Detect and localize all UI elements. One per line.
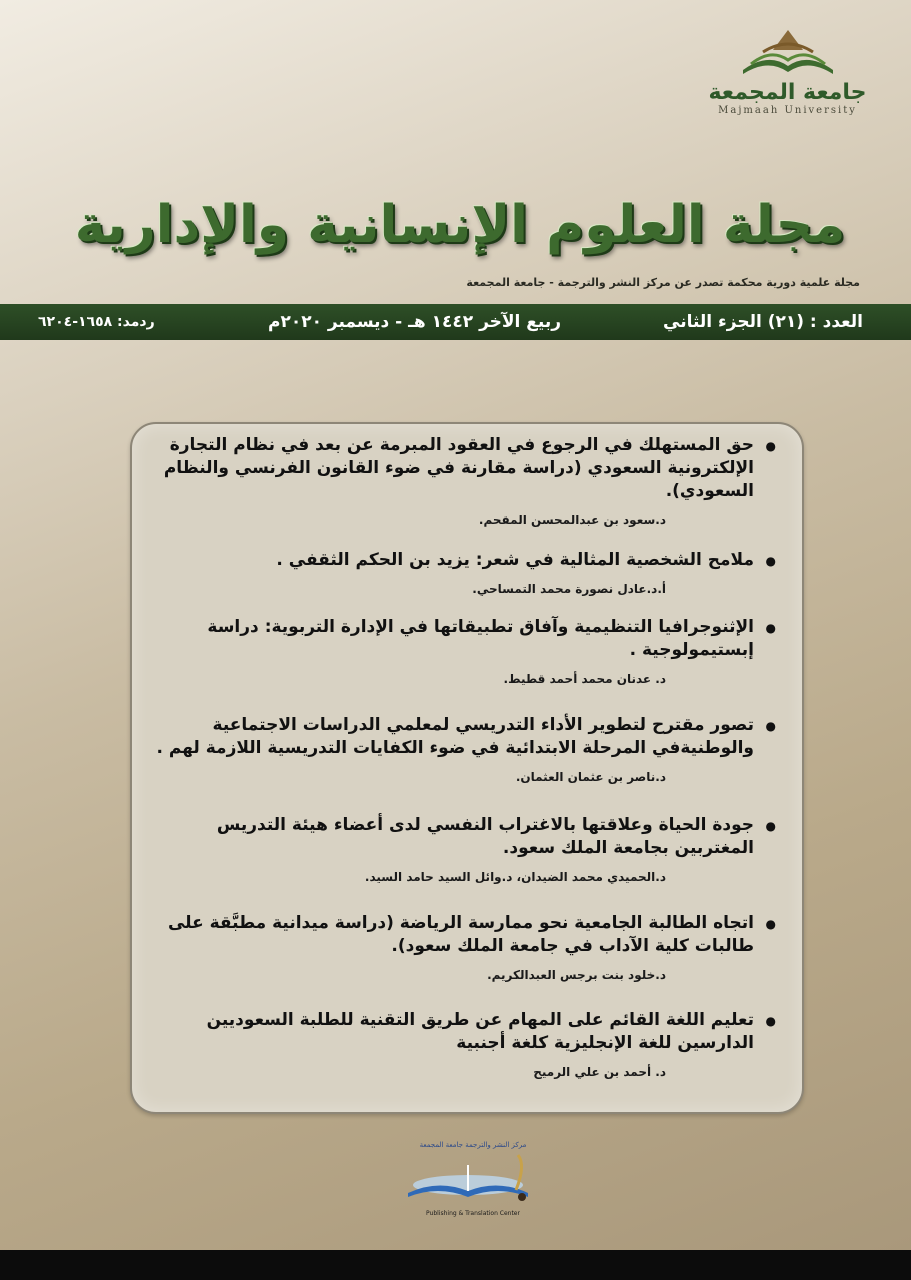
university-logo: [700, 22, 875, 122]
book-emblem-icon: [733, 22, 843, 82]
article-entry: [146, 434, 776, 527]
article-entry: [146, 1009, 776, 1079]
journal-subtitle: مجلة علمية دورية محكمة تصدر عن مركز النشر والترجمة - جامعة المجمعة: [466, 276, 860, 289]
article-author: د. عدنان محمد أحمد قطيط.: [503, 672, 666, 686]
article-author: د. أحمد بن علي الرميح: [533, 1065, 666, 1079]
article-entry: [146, 616, 776, 686]
article-title: ● اتجاه الطالبة الجامعية نحو ممارسة الرياضة (دراسة ميدانية مطبَّقة على طالبات كلية الآداب في جامعة الملك سعود).: [146, 912, 776, 958]
journal-title: مجلة العلوم الإنسانية والإدارية: [74, 195, 846, 255]
article-author: أ.د.عادل نصورة محمد التمساحي.: [472, 582, 666, 596]
university-name-arabic: جامعة المجمعة: [708, 80, 867, 105]
article-entry: [146, 912, 776, 982]
article-entry: [146, 814, 776, 884]
article-entry: [146, 549, 776, 596]
article-author: د.الحميدي محمد الضيدان، د.وائل السيد حامد السيد.: [364, 870, 666, 884]
issue-date: ربيع الآخر ١٤٤٢ هـ - ديسمبر ٢٠٢٠م: [268, 312, 562, 332]
issn: ردمد: ١٦٥٨-٦٢٠٤: [38, 314, 155, 330]
contents-panel: [130, 422, 804, 1114]
article-author: د.ناصر بن عثمان العثمان.: [515, 770, 666, 784]
article-author: د.خلود بنت برجس العبدالكريم.: [487, 968, 666, 982]
university-name-english: Majmaah University: [718, 105, 857, 116]
article-title: ● تصور مقترح لتطوير الأداء التدريسي لمعلمي الدراسات الاجتماعية والوطنيةفي المرحلة الابتدائية في ضوء الكفايات التدريسية اللازمة لهم .: [146, 714, 776, 760]
open-book-quill-icon: [398, 1135, 548, 1225]
article-title: ● حق المستهلك في الرجوع في العقود المبرمة عن بعد في نظام التجارة الإلكترونية السعودي (دراسة مقارنة في ضوء القانون الفرنسي والنظام السعودي).: [146, 434, 776, 503]
publisher-name-english: Publishing & Translation Center: [426, 1210, 520, 1217]
article-entry: [146, 714, 776, 784]
publishing-center-logo: [398, 1135, 548, 1225]
issue-band: [0, 304, 911, 340]
bottom-bar: [0, 1250, 911, 1280]
issue-number: العدد : (٢١) الجزء الثاني: [663, 312, 863, 332]
article-title: ● جودة الحياة وعلاقتها بالاغتراب النفسي لدى أعضاء هيئة التدريس المغتربين بجامعة الملك سعود.: [146, 814, 776, 860]
article-title: ● تعليم اللغة القائم على المهام عن طريق التقنية للطلبة السعوديين الدارسين للغة الإنجليزية كلغة أجنبية: [146, 1009, 776, 1055]
article-author: د.سعود بن عبدالمحسن المقحم.: [478, 513, 666, 527]
publisher-name-arabic: مركز النشر والترجمة جامعة المجمعة: [419, 1141, 527, 1149]
article-title: ● الإثنوجرافيا التنظيمية وآفاق تطبيقاتها في الإدارة التربوية: دراسة إبستيمولوجية .: [146, 616, 776, 662]
article-title: ● ملامح الشخصية المثالية في شعر: يزيد بن الحكم الثقفي .: [146, 549, 776, 572]
